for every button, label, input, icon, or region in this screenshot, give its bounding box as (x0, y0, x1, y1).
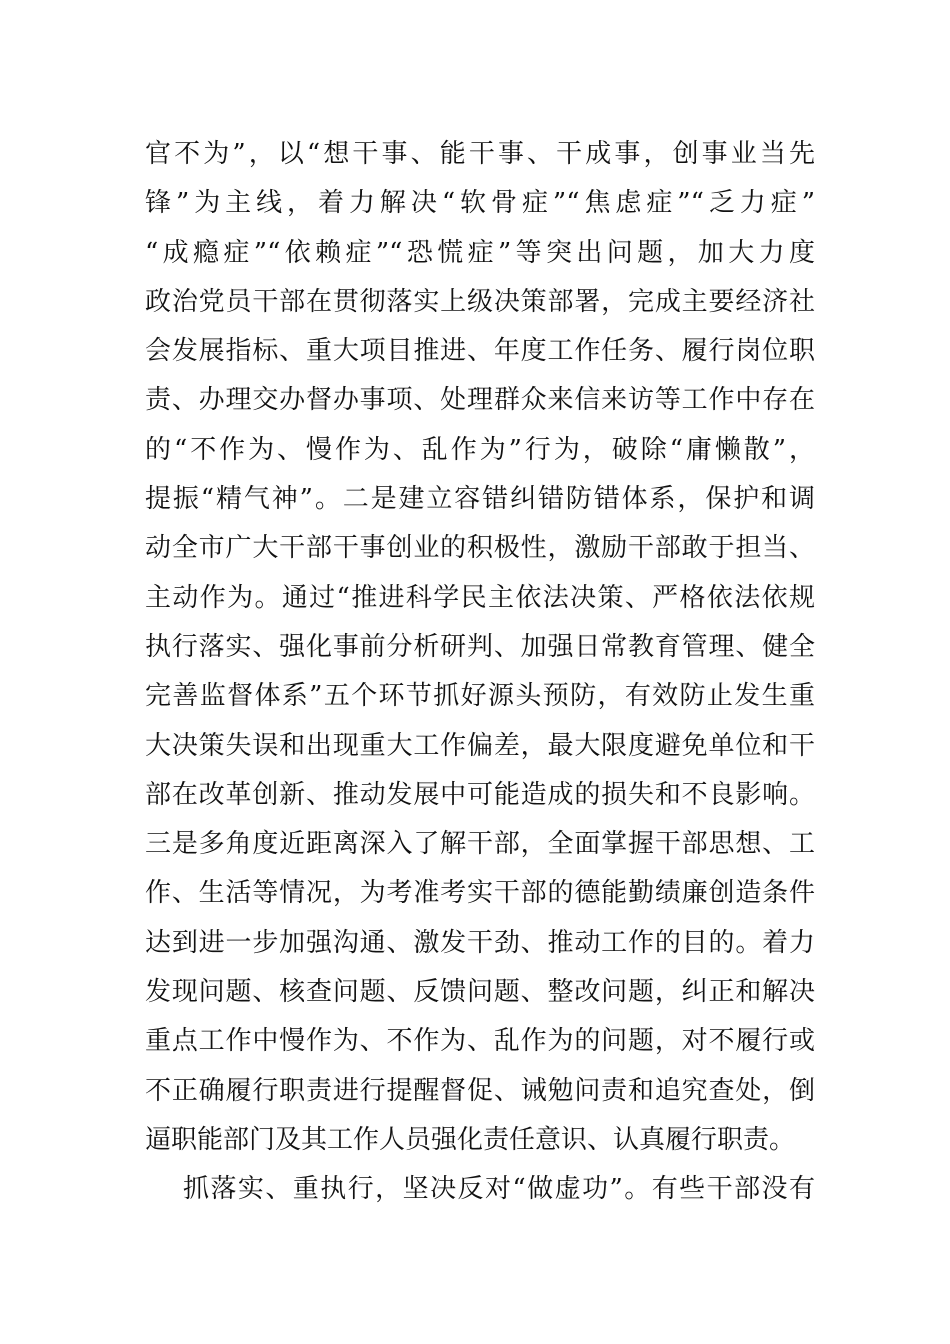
text-line-21: 逼职能部门及其工作人员强化责任意识、认真履行职责。 (145, 1124, 796, 1155)
text-line-6: 责、办理交办督办事项、处理群众来信来访等工作中存在 (145, 385, 815, 416)
text-line-20: 不正确履行职责进行提醒督促、诫勉问责和追究查处，倒 (145, 1075, 815, 1106)
text-line-19: 重点工作中慢作为、不作为、乱作为的问题，对不履行或 (145, 1026, 815, 1057)
text-line-5: 会发展指标、重大项目推进、年度工作任务、履行岗位职 (145, 336, 815, 367)
text-line-13: 大决策失误和出现重大工作偏差，最大限度避免单位和干 (145, 730, 815, 761)
text-line-8: 提振“精气神”。二是建立容错纠错防错体系，保护和调 (145, 484, 815, 515)
text-line-7: 的“不作为、慢作为、乱作为”行为，破除“庸懒散”， (145, 434, 815, 465)
text-line-14: 部在改革创新、推动发展中可能造成的损失和不良影响。 (145, 779, 815, 810)
text-line-1: 官不为”，以“想干事、能干事、干成事，创事业当先 (145, 139, 815, 169)
text-line-15: 三是多角度近距离深入了解干部，全面掌握干部思想、工 (145, 829, 815, 860)
text-line-12: 完善监督体系”五个环节抓好源头预防，有效防止发生重 (145, 681, 815, 712)
text-line-17: 达到进一步加强沟通、激发干劲、推动工作的目的。着力 (145, 927, 815, 958)
text-line-11: 执行落实、强化事前分析研判、加强日常教育管理、健全 (145, 631, 815, 662)
paragraph-start-line: 抓落实、重执行，坚决反对“做虚功”。有些干部没有 (183, 1174, 815, 1205)
text-line-16: 作、生活等情况，为考准考实干部的德能勤绩廉创造条件 (145, 878, 815, 909)
text-line-9: 动全市广大干部干事创业的积极性，激励干部敢于担当、 (145, 533, 815, 564)
text-line-18: 发现问题、核查问题、反馈问题、整改问题，纠正和解决 (145, 977, 815, 1008)
text-line-4: 政治党员干部在贯彻落实上级决策部署，完成主要经济社 (145, 286, 815, 317)
text-line-3: “成瘾症”“依赖症”“恐慌症”等突出问题，加大力度 (145, 237, 815, 268)
text-line-2: 锋”为主线，着力解决“软骨症”“焦虑症”“乏力症” (145, 188, 815, 219)
body-text (145, 130, 815, 1215)
text-line-10: 主动作为。通过“推进科学民主依法决策、严格依法依规 (145, 582, 815, 613)
